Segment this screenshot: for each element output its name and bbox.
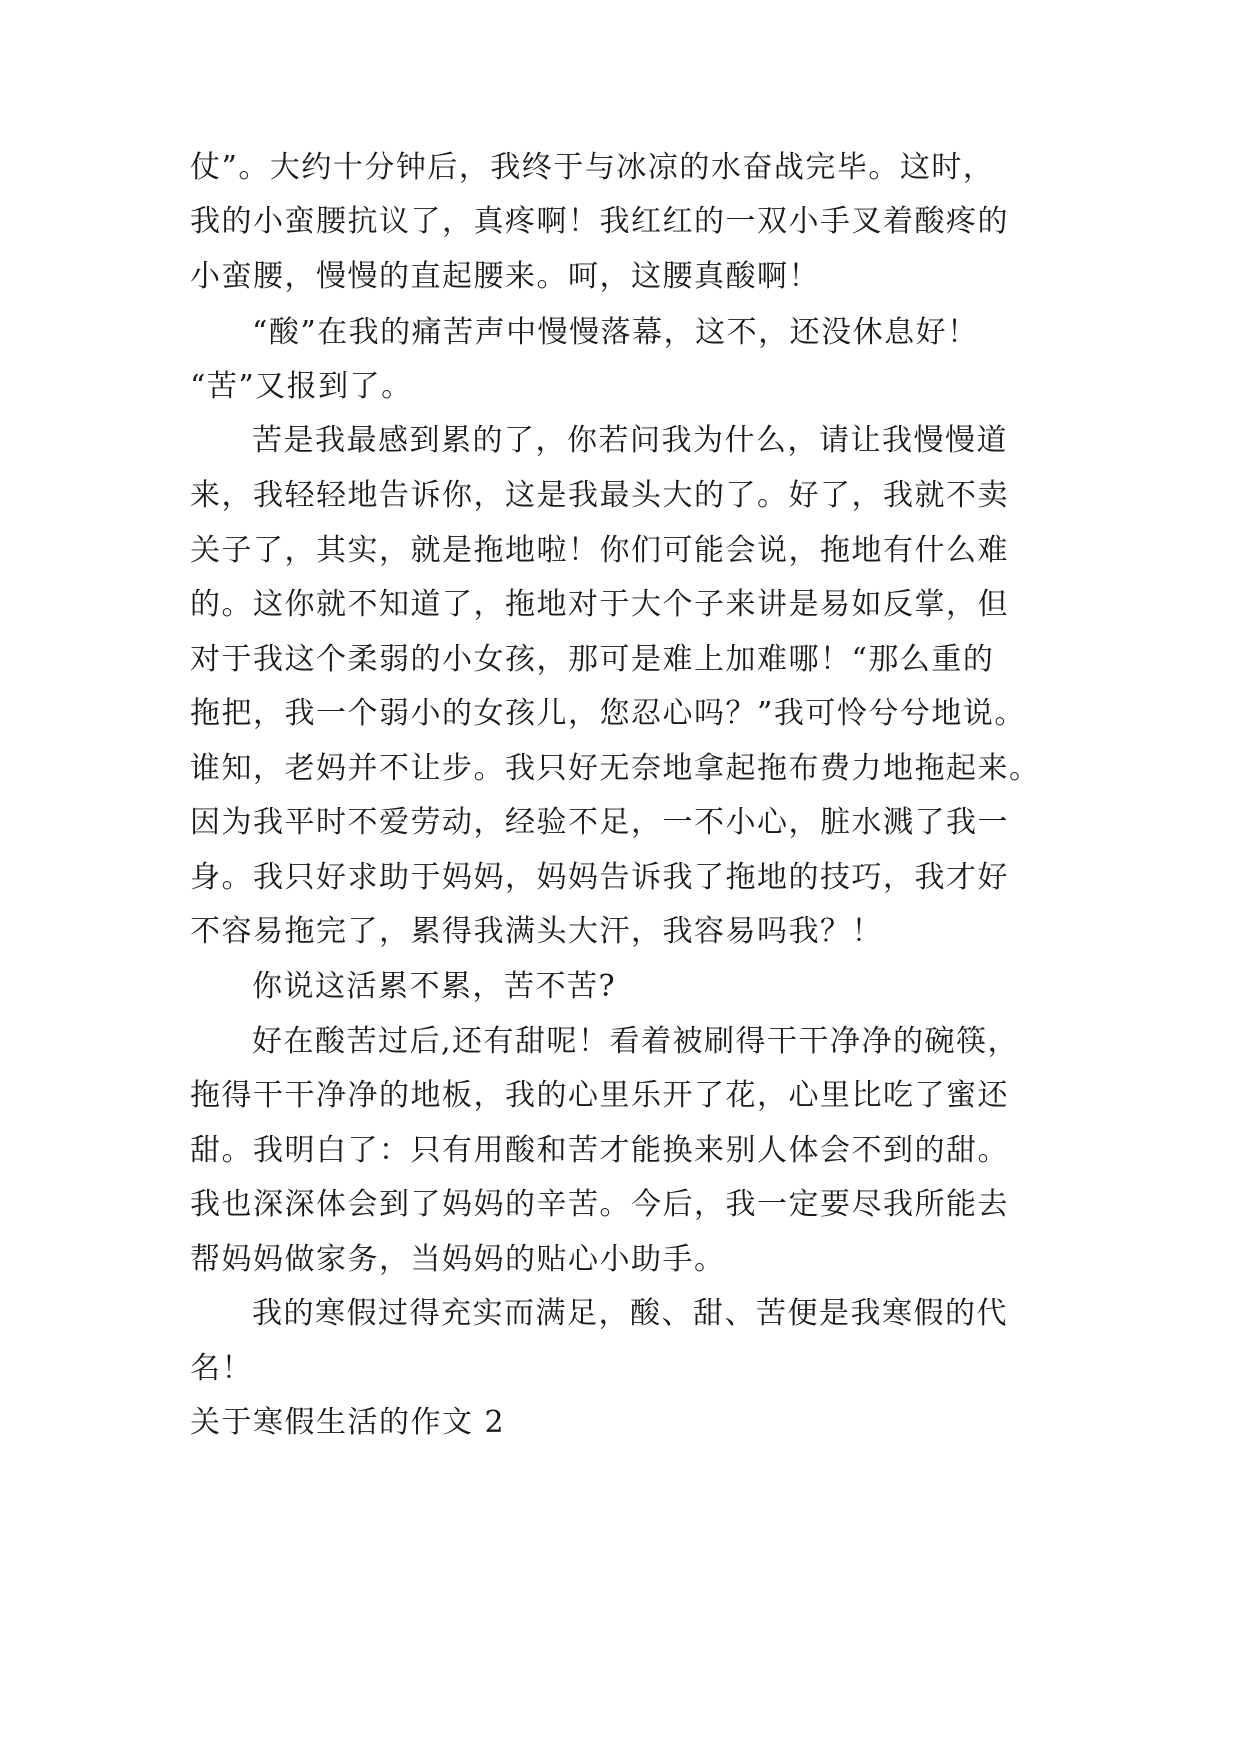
text-line: 关子了，其实，就是拖地啦！你们可能会说，拖地有什么难 bbox=[190, 533, 1009, 568]
text-line: 我的小蛮腰抗议了，真疼啊！我红红的一双小手叉着酸疼的 bbox=[190, 204, 1009, 239]
text-line: 来，我轻轻地告诉你，这是我最头大的了。好了，我就不卖 bbox=[190, 478, 1009, 513]
text-line: 你说这活累不累，苦不苦? bbox=[252, 969, 617, 1004]
text-line: 的。这你就不知道了，拖地对于大个子来讲是易如反掌，但 bbox=[190, 587, 1009, 622]
text-line: 苦是我最感到累的了，你若问我为什么，请让我慢慢道 bbox=[252, 423, 1008, 458]
text-line: 我也深深体会到了妈妈的辛苦。今后，我一定要尽我所能去 bbox=[190, 1187, 1009, 1222]
text-line: 谁知，老妈并不让步。我只好无奈地拿起拖布费力地拖起来。 bbox=[190, 751, 1041, 786]
text-line: 帮妈妈做家务，当妈妈的贴心小助手。 bbox=[190, 1242, 726, 1277]
text-line: 好在酸苦过后,还有甜呢！看着被刷得干干净净的碗筷， bbox=[252, 1024, 1020, 1059]
text-line: 名！ bbox=[190, 1351, 253, 1386]
text-line: 身。我只好求助于妈妈，妈妈告诉我了拖地的技巧，我才好 bbox=[190, 860, 1009, 895]
text-line: “苦”又报到了。 bbox=[190, 369, 413, 404]
text-line: 对于我这个柔弱的小女孩，那可是难上加难哪！“那么重的 bbox=[190, 642, 995, 677]
text-line: 拖得干干净净的地板，我的心里乐开了花，心里比吃了蜜还 bbox=[190, 1078, 1009, 1113]
text-line: 拖把，我一个弱小的女孩儿，您忍心吗？”我可怜兮兮地说。 bbox=[190, 696, 1026, 731]
section-heading: 关于寒假生活的作文 2 bbox=[190, 1405, 506, 1440]
text-line: “酸”在我的痛苦声中慢慢落幕，这不，还没休息好！ bbox=[252, 315, 979, 350]
text-line: 甜。我明白了：只有用酸和苦才能换来别人体会不到的甜。 bbox=[190, 1133, 1009, 1168]
text-line: 我的寒假过得充实而满足，酸、甜、苦便是我寒假的代 bbox=[252, 1296, 1008, 1331]
text-line: 小蛮腰，慢慢的直起腰来。呵，这腰真酸啊！ bbox=[190, 259, 820, 294]
text-line: 仗”。大约十分钟后，我终于与冰凉的水奋战完毕。这时， bbox=[190, 150, 995, 185]
text-line: 不容易拖完了，累得我满头大汗，我容易吗我？！ bbox=[190, 914, 883, 949]
text-line: 因为我平时不爱劳动，经验不足，一不小心，脏水溅了我一 bbox=[190, 805, 1009, 840]
